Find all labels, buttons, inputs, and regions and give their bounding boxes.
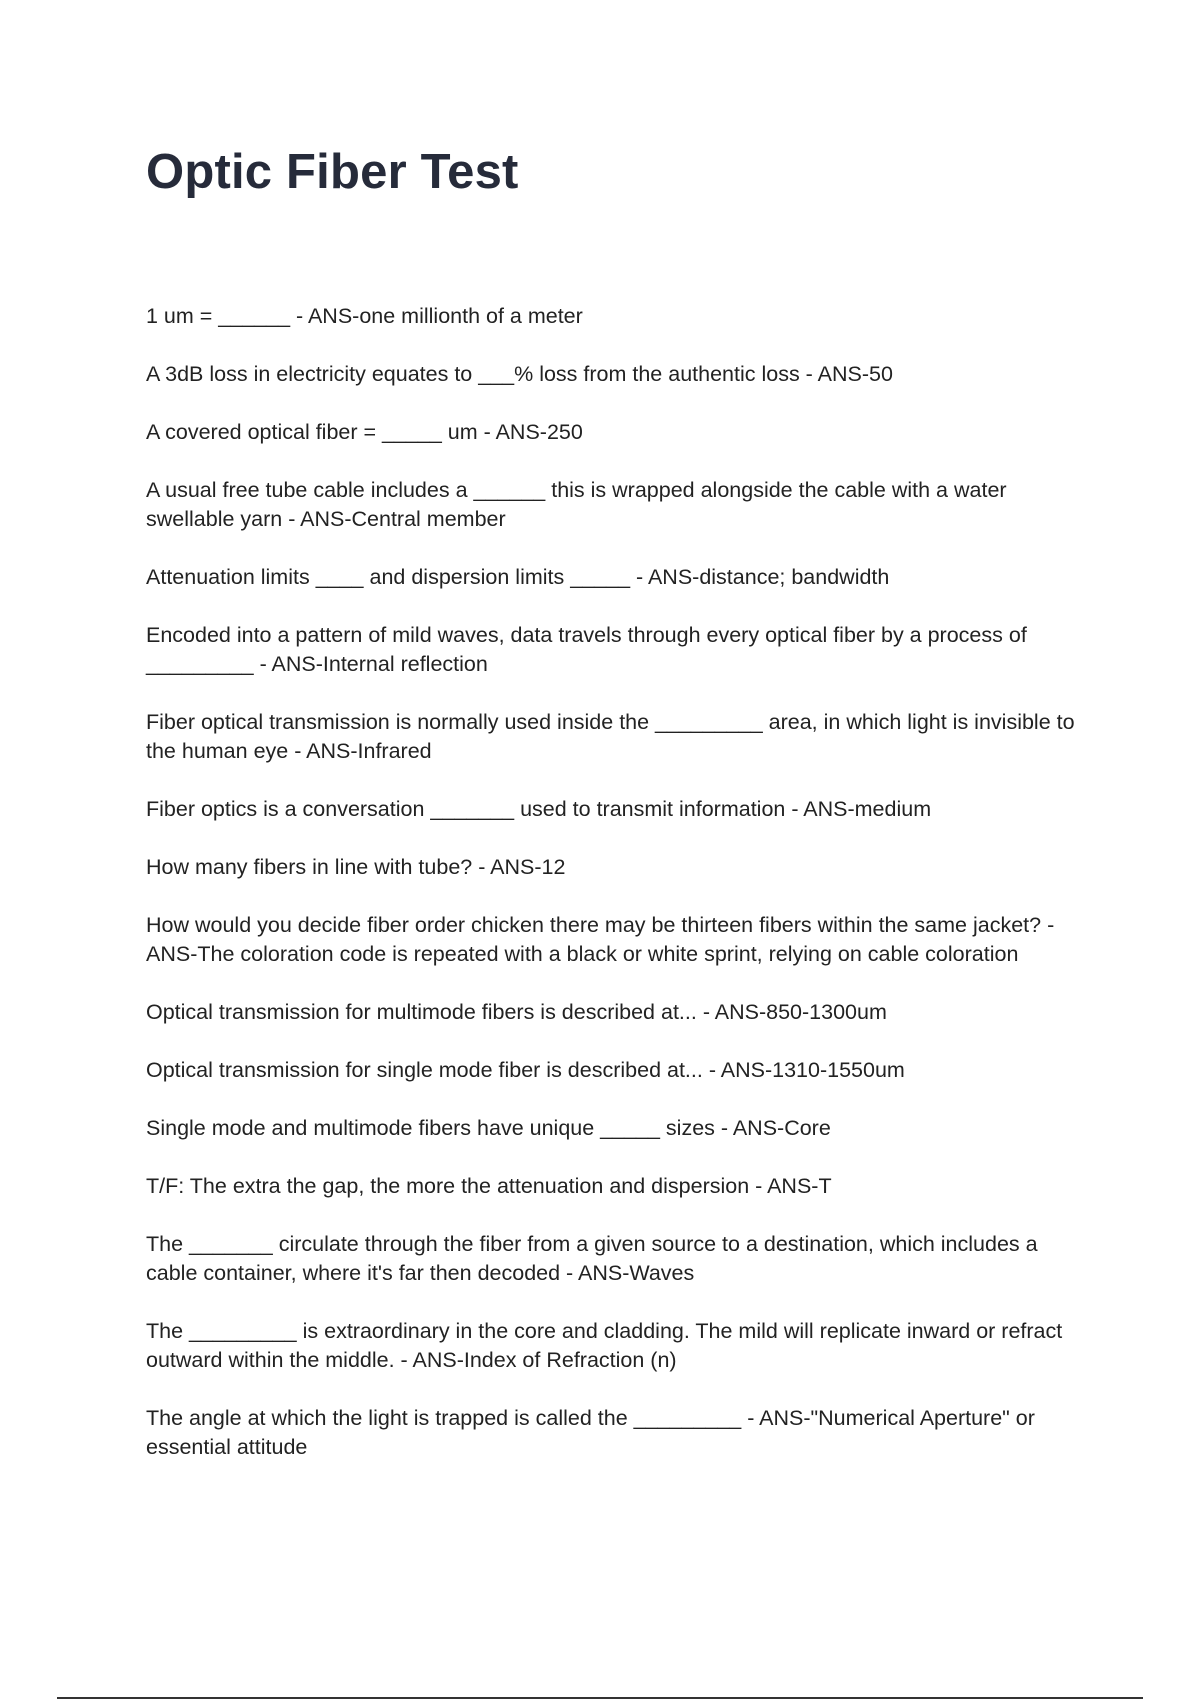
list-item: Single mode and multimode fibers have unique _____ sizes - ANS-Core xyxy=(146,1116,831,1140)
list-item: Attenuation limits ____ and dispersion limits _____ - ANS-distance; bandwidth xyxy=(146,565,890,589)
list-item: T/F: The extra the gap, the more the attenuation and dispersion - ANS-T xyxy=(146,1174,832,1198)
list-item: A 3dB loss in electricity equates to ___% loss from the authentic loss - ANS-50 xyxy=(146,362,893,386)
list-item: Optical transmission for single mode fiber is described at... - ANS-1310-1550um xyxy=(146,1058,905,1082)
list-item: Encoded into a pattern of mild waves, data travels through every optical fiber by a process of _________ - ANS-Internal reflection xyxy=(146,623,1027,676)
footer-divider xyxy=(57,1697,1143,1699)
list-item: The _______ circulate through the fiber from a given source to a destination, which includes a cable container, where it's far then decoded - ANS-Waves xyxy=(146,1232,1038,1285)
list-item: The _________ is extraordinary in the core and cladding. The mild will replicate inward or refract outward within the middle. - ANS-Index of Refraction (n) xyxy=(146,1319,1063,1372)
question-list xyxy=(146,302,1076,1491)
list-item: 1 um = ______ - ANS-one millionth of a meter xyxy=(146,304,583,328)
list-item: A usual free tube cable includes a ______ this is wrapped alongside the cable with a water swellable yarn - ANS-Central member xyxy=(146,478,1007,531)
list-item: The angle at which the light is trapped is called the _________ - ANS-"Numerical Aperture" or essential attitude xyxy=(146,1406,1035,1459)
list-item: Fiber optics is a conversation _______ used to transmit information - ANS-medium xyxy=(146,797,932,821)
list-item: Fiber optical transmission is normally used inside the _________ area, in which light is invisible to the human eye - ANS-Infrared xyxy=(146,710,1075,763)
page-title: Optic Fiber Test xyxy=(146,145,519,199)
list-item: Optical transmission for multimode fibers is described at... - ANS-850-1300um xyxy=(146,1000,887,1024)
list-item: How many fibers in line with tube? - ANS-12 xyxy=(146,855,566,879)
list-item: A covered optical fiber = _____ um - ANS-250 xyxy=(146,420,583,444)
list-item: How would you decide fiber order chicken there may be thirteen fibers within the same jacket? - ANS-The coloration code is repeated with a black or white sprint, relying on cable coloration xyxy=(146,913,1055,966)
